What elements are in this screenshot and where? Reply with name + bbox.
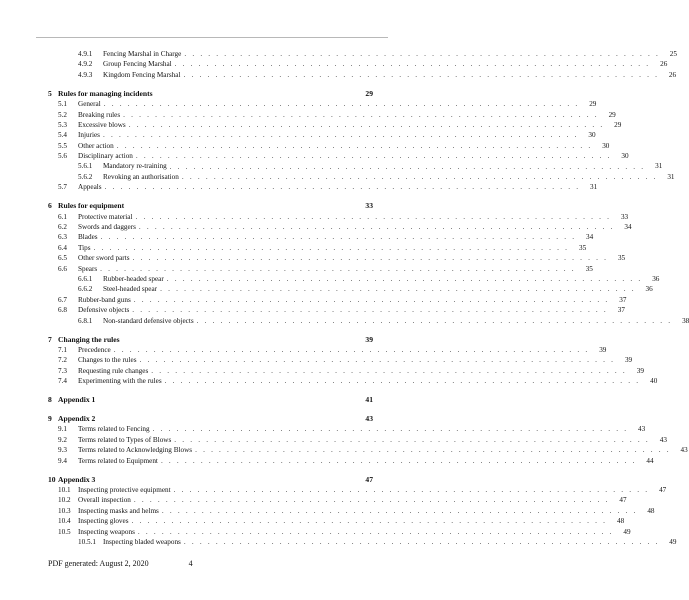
toc-leader-dots <box>98 395 356 405</box>
toc-entry-title: Terms related to Equipment <box>78 456 158 465</box>
toc-entry-title: Non-standard defensive objects <box>103 316 194 325</box>
toc-leader-dots: . . . . . . . . . . . . . . . . . . . . . . . . . . . . . . . . . . . . . . . . . . . . . . . . . . . . . . . . . . . . <box>116 141 593 150</box>
toc-entry-number: 7.1 <box>58 345 67 354</box>
toc-entry-number: 5.2 <box>58 110 67 119</box>
toc-entry-title: Inspecting masks and helms <box>78 506 159 515</box>
toc-entry-page: 31 <box>590 183 598 192</box>
toc-entry-title: Swords and daggers <box>78 223 136 232</box>
toc-entry-number: 9 <box>48 414 52 424</box>
toc-leader-dots: . . . . . . . . . . . . . . . . . . . . . . . . . . . . . . . . . . . . . . . . . . . . . . . . . . . . . . . . . . . . <box>100 233 577 242</box>
toc-entry-number: 10.4 <box>58 517 71 526</box>
toc-entry-title: Fencing Marshal in Charge <box>103 49 182 58</box>
toc-entry-number: 9.1 <box>58 425 67 434</box>
toc-leader-dots: . . . . . . . . . . . . . . . . . . . . . . . . . . . . . . . . . . . . . . . . . . . . . . . . . . . . . . . . . . . . <box>164 377 641 386</box>
toc-entry-title: Other action <box>78 141 114 150</box>
toc-leader-dots: . . . . . . . . . . . . . . . . . . . . . . . . . . . . . . . . . . . . . . . . . . . . . . . . . . . . . . . . . . . . <box>160 285 636 294</box>
toc-entry-number: 5.6.2 <box>78 172 93 181</box>
toc-subsubsection-entry[interactable] <box>48 70 677 80</box>
toc-entry-title: Breaking rules <box>78 110 121 119</box>
toc-subsection-entry[interactable] <box>48 355 633 365</box>
toc-section-entry[interactable] <box>48 414 373 425</box>
toc-entry-title: Blades <box>78 233 98 242</box>
toc-subsection-entry[interactable] <box>48 345 607 355</box>
toc-subsection-entry[interactable] <box>48 182 598 192</box>
toc-subsubsection-entry[interactable] <box>48 59 668 69</box>
toc-subsection-entry[interactable] <box>48 232 594 242</box>
toc-entry-number: 7.3 <box>58 366 67 375</box>
toc-entry-title: Protective material <box>78 212 133 221</box>
toc-entry-page: 35 <box>578 243 587 252</box>
toc-subsection-entry[interactable] <box>48 141 610 151</box>
toc-entry-number: 7.2 <box>58 356 67 365</box>
toc-subsection-entry[interactable] <box>48 435 667 445</box>
toc-entry-number: 6.6 <box>58 264 67 273</box>
toc-leader-dots: . . . . . . . . . . . . . . . . . . . . . . . . . . . . . . . . . . . . . . . . . . . . . . . . . . . . . . . . . . . . <box>132 254 609 263</box>
toc-subsubsection-entry[interactable] <box>48 172 675 182</box>
toc-leader-dots: . . . . . . . . . . . . . . . . . . . . . . . . . . . . . . . . . . . . . . . . . . . . . . . . . . . . . . . . . . . . <box>139 356 616 365</box>
toc-entry-title: Rules for equipment <box>58 201 125 211</box>
toc-subsection-entry[interactable] <box>48 130 596 140</box>
page-number: 4 <box>188 559 193 568</box>
toc-entry-number: 6.2 <box>58 223 67 232</box>
toc-entry-title: Appendix 2 <box>58 414 96 424</box>
toc-subsection-entry[interactable] <box>48 212 629 222</box>
toc-entry-number: 10 <box>48 474 56 484</box>
toc-entry-page: 39 <box>636 366 644 375</box>
page-footer <box>48 559 193 568</box>
toc-entry-number: 7 <box>48 334 52 344</box>
toc-subsection-entry[interactable] <box>48 495 627 505</box>
toc-subsection-entry[interactable] <box>48 516 625 526</box>
toc-entry-title: Excessive blows <box>78 120 126 129</box>
toc-leader-dots: . . . . . . . . . . . . . . . . . . . . . . . . . . . . . . . . . . . . . . . . . . . . . . . . . . . . . . . . . . . . <box>133 496 610 505</box>
toc-entry-page: 43 <box>638 425 646 434</box>
toc-entry-page: 43 <box>680 446 688 455</box>
toc-leader-dots: . . . . . . . . . . . . . . . . . . . . . . . . . . . . . . . . . . . . . . . . . . . . . . . . . . . . . . . . . . . . <box>123 110 599 119</box>
toc-subsection-entry[interactable] <box>48 376 658 386</box>
toc-entry-title: Other sword parts <box>78 254 130 263</box>
toc-entry-page: 31 <box>655 162 663 171</box>
toc-leader-dots <box>98 414 356 424</box>
toc-entry-number: 9.3 <box>58 446 67 455</box>
toc-entry-page: 39 <box>624 356 633 365</box>
toc-leader-dots: . . . . . . . . . . . . . . . . . . . . . . . . . . . . . . . . . . . . . . . . . . . . . . . . . . . . . . . . . . . . <box>166 275 643 283</box>
toc-entry-page: 31 <box>667 172 675 181</box>
toc-leader-dots: . . . . . . . . . . . . . . . . . . . . . . . . . . . . . . . . . . . . . . . . . . . . . . . . . . . . . . . . . . . . <box>173 486 650 495</box>
toc-subsection-entry[interactable] <box>48 243 587 253</box>
toc-leader-dots: . . . . . . . . . . . . . . . . . . . . . . . . . . . . . . . . . . . . . . . . . . . . . . . . . . . . . . . . . . . . <box>138 223 615 232</box>
toc-entry-number: 10.5 <box>58 527 71 536</box>
toc-entry-page: 33 <box>620 212 629 221</box>
toc-entry-title: Appendix 3 <box>58 474 96 484</box>
toc-entry-number: 9.2 <box>58 435 67 444</box>
table-of-contents <box>48 49 689 547</box>
toc-entry-page: 36 <box>645 285 653 294</box>
toc-entry-title: Appeals <box>78 183 102 192</box>
toc-leader-dots: . . . . . . . . . . . . . . . . . . . . . . . . . . . . . . . . . . . . . . . . . . . . . . . . . . . . . . . . . . . . <box>113 345 590 354</box>
toc-subsection-entry[interactable] <box>48 445 688 455</box>
toc-entry-number: 6.8 <box>58 306 67 315</box>
toc-entry-title: Appendix 1 <box>58 395 96 405</box>
toc-subsection-entry[interactable] <box>48 99 597 109</box>
toc-leader-dots: . . . . . . . . . . . . . . . . . . . . . . . . . . . . . . . . . . . . . . . . . . . . . . . . . . . . . . . . . . . . <box>183 537 660 546</box>
toc-entry-number: 6.5 <box>58 254 67 263</box>
toc-entry-page: 49 <box>669 537 677 546</box>
toc-entry-number: 5.5 <box>58 141 67 150</box>
section-gap <box>48 387 373 395</box>
toc-entry-page: 26 <box>660 60 668 69</box>
toc-entry-page: 39 <box>365 334 373 344</box>
toc-entry-number: 8 <box>48 395 52 405</box>
toc-entry-title: Mandatory re-training <box>103 162 167 171</box>
toc-leader-dots: . . . . . . . . . . . . . . . . . . . . . . . . . . . . . . . . . . . . . . . . . . . . . . . . . . . . . . . . . . . . <box>128 120 605 129</box>
toc-leader-dots: . . . . . . . . . . . . . . . . . . . . . . . . . . . . . . . . . . . . . . . . . . . . . . . . . . . . . . . . . . . . <box>151 366 627 375</box>
toc-entry-title: Inspecting gloves <box>78 517 129 526</box>
toc-subsection-entry[interactable] <box>48 305 625 315</box>
toc-entry-title: Changes to the rules <box>78 356 137 365</box>
toc-leader-dots: . . . . . . . . . . . . . . . . . . . . . . . . . . . . . . . . . . . . . . . . . . . . . . . . . . . . . . . . . . . . <box>135 212 612 221</box>
toc-entry-number: 6.1 <box>58 212 67 221</box>
toc-entry-page: 34 <box>586 233 594 242</box>
toc-entry-number: 6.8.1 <box>78 316 93 325</box>
toc-entry-page: 30 <box>588 131 596 140</box>
toc-leader-dots: . . . . . . . . . . . . . . . . . . . . . . . . . . . . . . . . . . . . . . . . . . . . . . . . . . . . . . . . . . . . <box>100 264 576 273</box>
toc-entry-title: Overall inspection <box>78 496 131 505</box>
toc-leader-dots: . . . . . . . . . . . . . . . . . . . . . . . . . . . . . . . . . . . . . . . . . . . . . . . . . . . . . . . . . . . . <box>161 506 638 515</box>
toc-entry-page: 41 <box>365 395 373 405</box>
toc-entry-number: 6.6.2 <box>78 285 93 294</box>
toc-leader-dots <box>98 475 356 485</box>
toc-entry-number: 5.1 <box>58 100 67 109</box>
toc-subsubsection-entry[interactable] <box>48 537 677 547</box>
toc-subsection-entry[interactable] <box>48 485 667 495</box>
toc-leader-dots: . . . . . . . . . . . . . . . . . . . . . . . . . . . . . . . . . . . . . . . . . . . . . . . . . . . . . . . . . . . . <box>135 152 612 161</box>
toc-entry-page: 33 <box>365 201 373 211</box>
toc-leader-dots: . . . . . . . . . . . . . . . . . . . . . . . . . . . . . . . . . . . . . . . . . . . . . . . . . . . . . . . . . . . . <box>102 131 579 140</box>
toc-entry-title: Kingdom Fencing Marshal <box>103 70 181 79</box>
section-gap <box>48 326 373 334</box>
toc-leader-dots: . . . . . . . . . . . . . . . . . . . . . . . . . . . . . . . . . . . . . . . . . . . . . . . . . . . . . . . . . . . . <box>131 517 608 526</box>
toc-subsection-entry[interactable] <box>48 295 627 305</box>
toc-entry-number: 10.3 <box>58 506 71 515</box>
toc-leader-dots: . . . . . . . . . . . . . . . . . . . . . . . . . . . . . . . . . . . . . . . . . . . . . . . . . . . . . . . . . . . . <box>104 183 581 192</box>
toc-entry-page: 44 <box>646 456 654 465</box>
toc-entry-number: 6.6.1 <box>78 274 93 283</box>
toc-entry-number: 4.9.2 <box>78 60 93 69</box>
toc-subsection-entry[interactable] <box>48 456 654 466</box>
toc-entry-number: 9.4 <box>58 456 67 465</box>
toc-subsection-entry[interactable] <box>48 222 632 232</box>
toc-entry-page: 47 <box>365 474 373 484</box>
toc-entry-title: General <box>78 100 101 109</box>
toc-entry-page: 48 <box>647 506 655 515</box>
toc-subsubsection-entry[interactable] <box>48 274 660 284</box>
toc-subsection-entry[interactable] <box>48 264 593 274</box>
toc-leader-dots: . . . . . . . . . . . . . . . . . . . . . . . . . . . . . . . . . . . . . . . . . . . . . . . . . . . . . . . . . . . . <box>93 243 570 252</box>
toc-entry-title: Tips <box>78 243 91 252</box>
toc-entry-title: Terms related to Types of Blows <box>78 435 172 444</box>
toc-subsection-entry[interactable] <box>48 151 629 161</box>
toc-leader-dots: . . . . . . . . . . . . . . . . . . . . . . . . . . . . . . . . . . . . . . . . . . . . . . . . . . . . . . . . . . . . <box>137 527 614 536</box>
toc-entry-title: Inspecting protective equipment <box>78 486 171 494</box>
toc-leader-dots: . . . . . . . . . . . . . . . . . . . . . . . . . . . . . . . . . . . . . . . . . . . . . . . . . . . . . . . . . . . . <box>196 316 673 325</box>
toc-entry-page: 30 <box>621 152 629 161</box>
toc-subsubsection-entry[interactable] <box>48 162 663 172</box>
toc-leader-dots: . . . . . . . . . . . . . . . . . . . . . . . . . . . . . . . . . . . . . . . . . . . . . . . . . . . . . . . . . . . . <box>174 60 651 69</box>
toc-entry-page: 26 <box>668 70 677 79</box>
toc-entry-title: Rules for managing incidents <box>58 88 153 98</box>
toc-entry-number: 5.6.1 <box>78 162 93 171</box>
toc-entry-title: Requesting rule changes <box>78 366 149 375</box>
toc-entry-number: 10.2 <box>58 496 71 505</box>
toc-entry-title: Terms related to Acknowledging Blows <box>78 446 193 455</box>
section-gap <box>48 466 373 474</box>
toc-section-entry[interactable] <box>48 89 373 100</box>
toc-subsection-entry[interactable] <box>48 110 616 120</box>
toc-entry-title: Steel-headed spear <box>103 285 158 294</box>
toc-entry-page: 47 <box>659 486 667 494</box>
toc-entry-page: 47 <box>619 496 627 505</box>
toc-entry-number: 5.4 <box>58 131 67 140</box>
section-gap <box>48 80 373 88</box>
toc-leader-dots: . . . . . . . . . . . . . . . . . . . . . . . . . . . . . . . . . . . . . . . . . . . . . . . . . . . . . . . . . . . . <box>152 425 629 434</box>
toc-section-entry[interactable] <box>48 201 373 212</box>
toc-entry-page: 48 <box>616 517 625 526</box>
section-gap <box>48 193 373 201</box>
toc-entry-page: 38 <box>682 316 689 325</box>
toc-subsubsection-entry[interactable] <box>48 49 677 59</box>
toc-entry-page: 49 <box>623 527 631 536</box>
toc-subsection-entry[interactable] <box>48 253 626 263</box>
toc-entry-page: 35 <box>617 254 626 263</box>
toc-leader-dots: . . . . . . . . . . . . . . . . . . . . . . . . . . . . . . . . . . . . . . . . . . . . . . . . . . . . . . . . . . . . <box>169 162 646 171</box>
toc-entry-number: 6.3 <box>58 233 67 242</box>
toc-entry-title: Group Fencing Marshal <box>103 60 172 69</box>
toc-entry-page: 39 <box>599 345 607 354</box>
toc-entry-title: Revoking an authorisation <box>103 172 179 181</box>
toc-entry-number: 4.9.1 <box>78 49 93 58</box>
toc-entry-number: 5.3 <box>58 120 67 129</box>
toc-entry-page: 25 <box>669 49 677 58</box>
toc-leader-dots <box>156 89 356 99</box>
toc-leader-dots <box>123 335 356 345</box>
toc-entry-page: 29 <box>614 120 622 129</box>
toc-entry-number: 5.6 <box>58 152 67 161</box>
toc-entry-page: 30 <box>602 141 610 150</box>
toc-leader-dots: . . . . . . . . . . . . . . . . . . . . . . . . . . . . . . . . . . . . . . . . . . . . . . . . . . . . . . . . . . . . <box>132 306 608 315</box>
toc-entry-page: 43 <box>365 414 373 424</box>
toc-leader-dots: . . . . . . . . . . . . . . . . . . . . . . . . . . . . . . . . . . . . . . . . . . . . . . . . . . . . . . . . . . . . <box>183 70 660 79</box>
toc-entry-number: 5 <box>48 88 52 98</box>
toc-leader-dots: . . . . . . . . . . . . . . . . . . . . . . . . . . . . . . . . . . . . . . . . . . . . . . . . . . . . . . . . . . . . <box>181 172 658 181</box>
toc-entry-page: 37 <box>619 295 627 304</box>
toc-entry-page: 34 <box>624 223 632 232</box>
toc-section-entry[interactable] <box>48 395 373 406</box>
toc-entry-title: Spears <box>78 264 98 273</box>
toc-leader-dots: . . . . . . . . . . . . . . . . . . . . . . . . . . . . . . . . . . . . . . . . . . . . . . . . . . . . . . . . . . . . <box>103 100 580 109</box>
toc-leader-dots: . . . . . . . . . . . . . . . . . . . . . . . . . . . . . . . . . . . . . . . . . . . . . . . . . . . . . . . . . . . . <box>133 295 610 304</box>
toc-entry-title: Disciplinary action <box>78 152 133 161</box>
toc-section-entry[interactable] <box>48 334 373 345</box>
toc-entry-number: 6 <box>48 201 52 211</box>
toc-subsection-entry[interactable] <box>48 424 646 434</box>
section-gap <box>48 405 373 413</box>
toc-subsection-entry[interactable] <box>48 506 655 516</box>
toc-entry-number: 6.7 <box>58 295 67 304</box>
toc-entry-number: 10.1 <box>58 486 71 494</box>
toc-entry-number: 4.9.3 <box>78 70 93 79</box>
toc-entry-page: 36 <box>652 274 660 283</box>
toc-leader-dots: . . . . . . . . . . . . . . . . . . . . . . . . . . . . . . . . . . . . . . . . . . . . . . . . . . . . . . . . . . . . <box>160 456 637 465</box>
toc-leader-dots: . . . . . . . . . . . . . . . . . . . . . . . . . . . . . . . . . . . . . . . . . . . . . . . . . . . . . . . . . . . . <box>195 446 671 455</box>
footer-generated-date: PDF generated: August 2, 2020 <box>48 559 149 568</box>
toc-entry-title: Injuries <box>78 131 100 140</box>
toc-entry-title: Precedence <box>78 345 111 354</box>
toc-entry-title: Inspecting bladed weapons <box>103 537 181 546</box>
toc-entry-title: Defensive objects <box>78 306 130 315</box>
toc-entry-page: 29 <box>589 100 597 109</box>
toc-subsection-entry[interactable] <box>48 527 631 537</box>
toc-entry-number: 6.4 <box>58 243 67 252</box>
toc-entry-title: Changing the rules <box>58 334 120 344</box>
toc-entry-page: 35 <box>585 264 593 273</box>
toc-entry-title: Experimenting with the rules <box>78 377 162 386</box>
toc-entry-page: 43 <box>659 435 667 444</box>
toc-leader-dots: . . . . . . . . . . . . . . . . . . . . . . . . . . . . . . . . . . . . . . . . . . . . . . . . . . . . . . . . . . . . <box>184 50 660 58</box>
toc-subsubsection-entry[interactable] <box>48 316 689 326</box>
toc-subsection-entry[interactable] <box>48 120 622 130</box>
toc-entry-title: Inspecting weapons <box>78 527 135 536</box>
toc-subsection-entry[interactable] <box>48 366 644 376</box>
header-rule <box>36 37 388 38</box>
toc-entry-number: 7.4 <box>58 377 67 386</box>
toc-subsubsection-entry[interactable] <box>48 284 653 294</box>
toc-entry-title: Rubber-band guns <box>78 295 131 304</box>
toc-entry-number: 5.7 <box>58 183 67 192</box>
toc-entry-number: 10.5.1 <box>78 537 96 546</box>
toc-entry-page: 29 <box>365 88 373 98</box>
toc-entry-page: 37 <box>617 306 625 315</box>
toc-entry-page: 29 <box>608 110 616 119</box>
toc-entry-page: 40 <box>650 377 658 386</box>
toc-leader-dots <box>127 201 356 211</box>
toc-section-entry[interactable] <box>48 474 373 485</box>
toc-entry-title: Terms related to Fencing <box>78 425 150 434</box>
toc-leader-dots: . . . . . . . . . . . . . . . . . . . . . . . . . . . . . . . . . . . . . . . . . . . . . . . . . . . . . . . . . . . . <box>174 435 650 444</box>
toc-entry-title: Rubber-headed spear <box>103 274 164 283</box>
